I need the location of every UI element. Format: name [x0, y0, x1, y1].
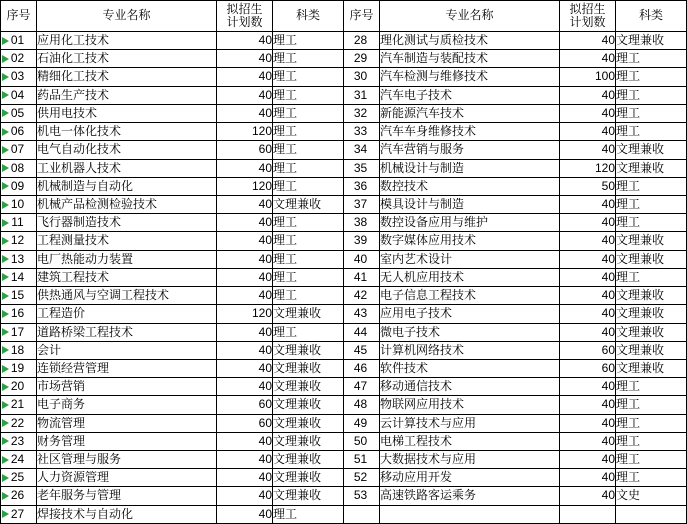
row-serial: 18 — [1, 341, 37, 359]
row-serial: 36 — [344, 177, 380, 195]
row-plan-count: 40 — [217, 287, 273, 305]
row-category: 理工 — [616, 177, 687, 195]
row-plan-count: 40 — [217, 432, 273, 450]
row-serial: 13 — [1, 250, 37, 268]
row-serial: 17 — [1, 323, 37, 341]
row-plan-count: 40 — [560, 50, 616, 68]
row-category: 文理兼收 — [616, 341, 687, 359]
row-category: 理工 — [616, 451, 687, 469]
header-plan-left — [217, 1, 273, 32]
row-serial: 25 — [1, 469, 37, 487]
row-plan-count: 40 — [560, 378, 616, 396]
table-row — [1, 50, 687, 68]
row-major-name: 道路桥梁工程技术 — [37, 323, 217, 341]
table-row — [1, 451, 687, 469]
row-serial: 03 — [1, 68, 37, 86]
row-major-name: 物联网应用技术 — [380, 396, 560, 414]
row-major-name: 软件技术 — [380, 359, 560, 377]
table-row — [1, 287, 687, 305]
row-serial: 23 — [1, 432, 37, 450]
row-major-name: 焊接技术与自动化 — [37, 505, 217, 523]
row-category: 理工 — [616, 214, 687, 232]
table-row — [1, 396, 687, 414]
row-serial: 45 — [344, 341, 380, 359]
row-major-name: 模具设计与制造 — [380, 195, 560, 213]
header-row — [1, 1, 687, 32]
row-category: 文理兼收 — [616, 287, 687, 305]
header-serial-left: 序号 — [1, 1, 37, 32]
row-serial: 47 — [344, 378, 380, 396]
row-serial — [344, 505, 380, 523]
row-category: 理工 — [273, 505, 344, 523]
row-plan-count: 40 — [560, 396, 616, 414]
row-major-name: 汽车制造与装配技术 — [380, 50, 560, 68]
row-major-name: 物流管理 — [37, 414, 217, 432]
row-serial: 04 — [1, 86, 37, 104]
row-major-name: 财务管理 — [37, 432, 217, 450]
row-plan-count: 40 — [217, 195, 273, 213]
row-plan-count: 40 — [217, 268, 273, 286]
row-major-name: 供热通风与空调工程技术 — [37, 287, 217, 305]
table-row — [1, 141, 687, 159]
header-plan-right-line2: 计划数 — [569, 15, 606, 29]
row-category: 理工 — [616, 414, 687, 432]
row-category: 理工 — [616, 68, 687, 86]
table-row — [1, 195, 687, 213]
row-serial: 38 — [344, 214, 380, 232]
row-major-name: 无人机应用技术 — [380, 268, 560, 286]
row-major-name — [380, 505, 560, 523]
row-plan-count: 40 — [217, 323, 273, 341]
row-category: 文理兼收 — [273, 432, 344, 450]
row-plan-count: 40 — [560, 287, 616, 305]
row-category: 理工 — [616, 378, 687, 396]
row-major-name: 室内艺术设计 — [380, 250, 560, 268]
row-plan-count: 40 — [217, 104, 273, 122]
row-plan-count: 40 — [560, 232, 616, 250]
row-category: 文理兼收 — [273, 378, 344, 396]
row-major-name: 高速铁路客运乘务 — [380, 487, 560, 505]
row-category: 文理兼收 — [273, 451, 344, 469]
table-row — [1, 323, 687, 341]
row-plan-count: 120 — [217, 305, 273, 323]
row-serial: 53 — [344, 487, 380, 505]
row-major-name: 云计算技术与应用 — [380, 414, 560, 432]
row-category: 理工 — [616, 86, 687, 104]
row-serial: 24 — [1, 451, 37, 469]
row-major-name: 石油化工技术 — [37, 50, 217, 68]
row-plan-count: 40 — [560, 305, 616, 323]
row-category: 理工 — [273, 250, 344, 268]
row-category: 文理兼收 — [616, 250, 687, 268]
row-major-name: 供用电技术 — [37, 104, 217, 122]
row-plan-count: 40 — [560, 250, 616, 268]
row-serial: 11 — [1, 214, 37, 232]
row-plan-count: 40 — [217, 159, 273, 177]
row-major-name: 电子信息工程技术 — [380, 287, 560, 305]
row-serial: 01 — [1, 32, 37, 50]
row-major-name: 机械产品检测检验技术 — [37, 195, 217, 213]
row-serial: 05 — [1, 104, 37, 122]
row-serial: 48 — [344, 396, 380, 414]
table-row — [1, 123, 687, 141]
row-serial: 34 — [344, 141, 380, 159]
row-serial: 10 — [1, 195, 37, 213]
row-category: 理工 — [616, 432, 687, 450]
table-row — [1, 68, 687, 86]
row-major-name: 连锁经营管理 — [37, 359, 217, 377]
row-serial: 20 — [1, 378, 37, 396]
row-category: 理工 — [273, 287, 344, 305]
row-plan-count: 40 — [217, 378, 273, 396]
row-serial: 33 — [344, 123, 380, 141]
header-plan-right — [560, 1, 616, 32]
row-plan-count: 40 — [217, 86, 273, 104]
row-plan-count: 40 — [560, 323, 616, 341]
row-serial: 09 — [1, 177, 37, 195]
row-major-name: 汽车车身维修技术 — [380, 123, 560, 141]
row-category: 文理兼收 — [616, 305, 687, 323]
row-plan-count: 40 — [217, 250, 273, 268]
row-serial: 50 — [344, 432, 380, 450]
row-plan-count: 60 — [560, 359, 616, 377]
table-row — [1, 487, 687, 505]
row-category: 文理兼收 — [273, 396, 344, 414]
row-plan-count: 60 — [217, 414, 273, 432]
table-body — [1, 32, 687, 524]
row-serial: 52 — [344, 469, 380, 487]
row-category: 文理兼收 — [273, 305, 344, 323]
row-category: 文理兼收 — [273, 341, 344, 359]
row-plan-count: 40 — [560, 195, 616, 213]
row-serial: 26 — [1, 487, 37, 505]
row-serial: 32 — [344, 104, 380, 122]
row-plan-count: 40 — [560, 432, 616, 450]
row-plan-count: 40 — [217, 68, 273, 86]
row-category: 理工 — [273, 86, 344, 104]
table-header — [1, 1, 687, 32]
row-plan-count: 40 — [217, 505, 273, 523]
row-category: 文理兼收 — [616, 359, 687, 377]
row-serial: 37 — [344, 195, 380, 213]
table-row — [1, 305, 687, 323]
row-major-name: 机电一体化技术 — [37, 123, 217, 141]
row-category: 文史 — [616, 487, 687, 505]
row-major-name: 移动通信技术 — [380, 378, 560, 396]
row-serial: 14 — [1, 268, 37, 286]
row-major-name: 新能源汽车技术 — [380, 104, 560, 122]
table-row — [1, 432, 687, 450]
table-row — [1, 159, 687, 177]
row-category: 文理兼收 — [616, 232, 687, 250]
row-category: 文理兼收 — [616, 159, 687, 177]
row-major-name: 市场营销 — [37, 378, 217, 396]
row-major-name: 移动应用开发 — [380, 469, 560, 487]
row-serial: 29 — [344, 50, 380, 68]
table-row — [1, 232, 687, 250]
row-major-name: 汽车电子技术 — [380, 86, 560, 104]
row-plan-count: 40 — [560, 469, 616, 487]
row-category: 文理兼收 — [273, 195, 344, 213]
row-category: 理工 — [273, 268, 344, 286]
row-plan-count: 50 — [560, 177, 616, 195]
header-serial-right: 序号 — [344, 1, 380, 32]
row-serial: 06 — [1, 123, 37, 141]
header-category-right: 科类 — [616, 1, 687, 32]
row-plan-count: 40 — [560, 32, 616, 50]
row-serial: 42 — [344, 287, 380, 305]
row-serial: 41 — [344, 268, 380, 286]
row-category: 理工 — [273, 68, 344, 86]
row-plan-count: 40 — [560, 414, 616, 432]
row-category: 文理兼收 — [616, 32, 687, 50]
row-plan-count: 40 — [560, 86, 616, 104]
row-major-name: 电气自动化技术 — [37, 141, 217, 159]
row-serial: 16 — [1, 305, 37, 323]
row-major-name: 工程测量技术 — [37, 232, 217, 250]
row-major-name: 理化测试与质检技术 — [380, 32, 560, 50]
table-row — [1, 359, 687, 377]
row-serial: 40 — [344, 250, 380, 268]
row-category: 理工 — [273, 104, 344, 122]
table-row — [1, 177, 687, 195]
row-category: 理工 — [273, 50, 344, 68]
row-serial: 19 — [1, 359, 37, 377]
row-major-name: 机械设计与制造 — [380, 159, 560, 177]
row-major-name: 人力资源管理 — [37, 469, 217, 487]
row-serial: 28 — [344, 32, 380, 50]
row-plan-count: 40 — [560, 123, 616, 141]
row-category: 文理兼收 — [616, 323, 687, 341]
row-category: 理工 — [273, 232, 344, 250]
row-serial: 51 — [344, 451, 380, 469]
row-serial: 30 — [344, 68, 380, 86]
row-major-name: 大数据技术与应用 — [380, 451, 560, 469]
row-category: 文理兼收 — [273, 487, 344, 505]
row-plan-count: 40 — [560, 451, 616, 469]
row-plan-count: 120 — [217, 177, 273, 195]
row-major-name: 数控技术 — [380, 177, 560, 195]
row-serial: 35 — [344, 159, 380, 177]
row-plan-count: 40 — [217, 487, 273, 505]
row-serial: 12 — [1, 232, 37, 250]
row-category: 理工 — [616, 50, 687, 68]
row-major-name: 工业机器人技术 — [37, 159, 217, 177]
row-serial: 07 — [1, 141, 37, 159]
table-row — [1, 104, 687, 122]
row-plan-count: 40 — [217, 50, 273, 68]
row-plan-count: 40 — [217, 214, 273, 232]
row-serial: 39 — [344, 232, 380, 250]
row-plan-count: 40 — [217, 469, 273, 487]
row-category: 理工 — [616, 104, 687, 122]
row-category: 理工 — [273, 141, 344, 159]
table-row — [1, 32, 687, 50]
row-plan-count: 40 — [217, 341, 273, 359]
row-category: 理工 — [616, 469, 687, 487]
row-major-name: 药品生产技术 — [37, 86, 217, 104]
row-serial: 44 — [344, 323, 380, 341]
row-category: 理工 — [273, 177, 344, 195]
row-serial: 22 — [1, 414, 37, 432]
row-major-name: 社区管理与服务 — [37, 451, 217, 469]
row-major-name: 应用化工技术 — [37, 32, 217, 50]
table-row — [1, 268, 687, 286]
table-row — [1, 250, 687, 268]
table-row — [1, 378, 687, 396]
row-plan-count: 40 — [217, 359, 273, 377]
row-serial: 31 — [344, 86, 380, 104]
row-category: 文理兼收 — [273, 359, 344, 377]
row-plan-count: 40 — [560, 141, 616, 159]
row-major-name: 电梯工程技术 — [380, 432, 560, 450]
header-major-left: 专业名称 — [37, 1, 217, 32]
row-category: 文理兼收 — [273, 469, 344, 487]
row-category: 理工 — [616, 268, 687, 286]
table-row — [1, 214, 687, 232]
row-category — [616, 505, 687, 523]
row-plan-count: 60 — [217, 141, 273, 159]
row-major-name: 微电子技术 — [380, 323, 560, 341]
row-serial: 08 — [1, 159, 37, 177]
table-row — [1, 469, 687, 487]
row-plan-count: 60 — [560, 341, 616, 359]
row-plan-count: 60 — [217, 396, 273, 414]
row-major-name: 汽车检测与维修技术 — [380, 68, 560, 86]
row-category: 文理兼收 — [273, 414, 344, 432]
row-major-name: 汽车营销与服务 — [380, 141, 560, 159]
table-row — [1, 505, 687, 523]
header-plan-right-line1: 拟招生 — [569, 1, 606, 16]
row-serial: 15 — [1, 287, 37, 305]
row-plan-count: 40 — [217, 232, 273, 250]
header-plan-left-line2: 计划数 — [226, 15, 263, 29]
row-major-name: 电厂热能动力装置 — [37, 250, 217, 268]
row-major-name: 应用电子技术 — [380, 305, 560, 323]
row-plan-count: 40 — [217, 451, 273, 469]
row-plan-count — [560, 505, 616, 523]
row-plan-count: 40 — [560, 487, 616, 505]
row-serial: 43 — [344, 305, 380, 323]
row-major-name: 机械制造与自动化 — [37, 177, 217, 195]
row-plan-count: 120 — [560, 159, 616, 177]
row-category: 理工 — [616, 123, 687, 141]
row-major-name: 精细化工技术 — [37, 68, 217, 86]
row-major-name: 电子商务 — [37, 396, 217, 414]
row-major-name: 计算机网络技术 — [380, 341, 560, 359]
row-category: 理工 — [273, 32, 344, 50]
row-category: 理工 — [273, 214, 344, 232]
row-serial: 49 — [344, 414, 380, 432]
row-serial: 46 — [344, 359, 380, 377]
table-row — [1, 414, 687, 432]
row-plan-count: 40 — [217, 32, 273, 50]
row-serial: 02 — [1, 50, 37, 68]
row-category: 文理兼收 — [616, 141, 687, 159]
table-row — [1, 86, 687, 104]
row-category: 理工 — [273, 159, 344, 177]
row-serial: 27 — [1, 505, 37, 523]
row-plan-count: 40 — [560, 268, 616, 286]
row-major-name: 飞行器制造技术 — [37, 214, 217, 232]
row-major-name: 会计 — [37, 341, 217, 359]
row-category: 理工 — [273, 323, 344, 341]
row-major-name: 建筑工程技术 — [37, 268, 217, 286]
header-category-left: 科类 — [273, 1, 344, 32]
row-category: 理工 — [616, 396, 687, 414]
row-plan-count: 40 — [560, 214, 616, 232]
row-major-name: 老年服务与管理 — [37, 487, 217, 505]
row-plan-count: 100 — [560, 68, 616, 86]
row-category: 理工 — [616, 195, 687, 213]
row-serial: 21 — [1, 396, 37, 414]
row-major-name: 数字媒体应用技术 — [380, 232, 560, 250]
header-major-right: 专业名称 — [380, 1, 560, 32]
header-plan-left-line1: 拟招生 — [226, 1, 263, 16]
table-row — [1, 341, 687, 359]
row-major-name: 数控设备应用与维护 — [380, 214, 560, 232]
row-plan-count: 120 — [217, 123, 273, 141]
row-category: 理工 — [273, 123, 344, 141]
row-plan-count: 40 — [560, 104, 616, 122]
row-major-name: 工程造价 — [37, 305, 217, 323]
